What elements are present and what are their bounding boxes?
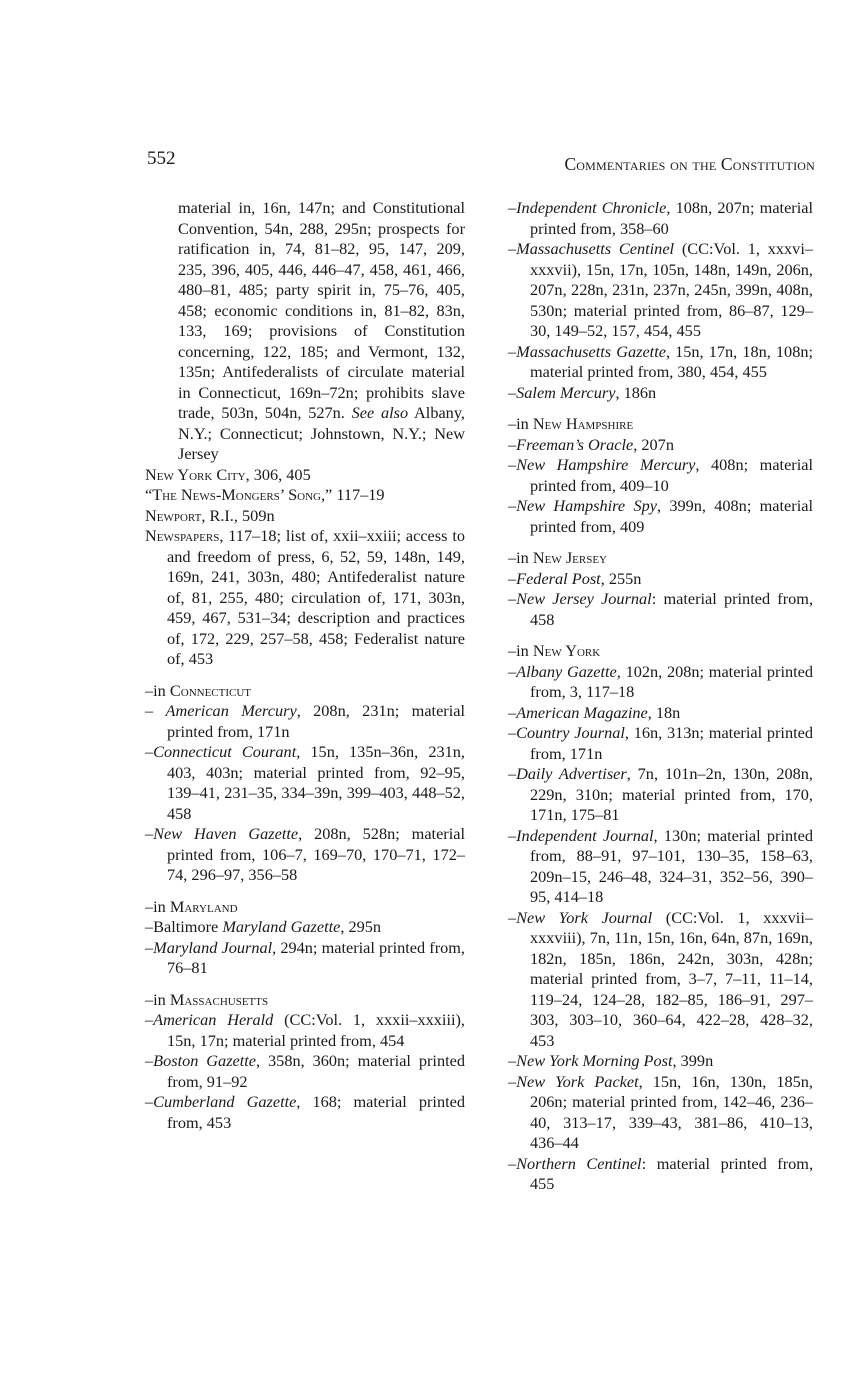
index-subentry: –New Hampshire Spy, 399n, 408n; material printed from, 409 — [508, 496, 813, 536]
index-subentry: –Independent Chronicle, 108n, 207n; material printed from, 358–60 — [508, 198, 813, 238]
section-gap — [145, 670, 465, 681]
index-subentry: –New Hampshire Mercury, 408n; material printed from, 409–10 — [508, 455, 813, 495]
section-gap — [145, 979, 465, 990]
index-subentry: –American Magazine, 18n — [508, 702, 681, 722]
index-subentry: –Massachusetts Centinel (CC:Vol. 1, xxxvi–xxxvii), 15n, 17n, 105n, 148n, 149n, 206n, 207n, 228n, 231n, 237n, 245n, 399n, 408n, 530n; material printed from, 86–87, 129–30, 149–52, 157, 454, 455 — [508, 239, 813, 340]
index-subentry: –in Massachusetts — [145, 989, 269, 1009]
index-subentry: – American Mercury, 208n, 231n; material printed from, 171n — [145, 701, 465, 741]
index-subentry: –Salem Mercury, 186n — [508, 382, 657, 402]
index-entry: “The News-Mongers’ Song,” 117–19 — [145, 485, 385, 504]
index-subentry: –in New Hampshire — [508, 414, 634, 433]
index-subentry: –New Haven Gazette, 208n, 528n; material printed from, 106–7, 169–70, 170–71, 172–74, 296–97, 356–58 — [145, 824, 465, 884]
index-subentry: –New Jersey Journal: material printed from, 458 — [508, 589, 814, 629]
index-entry-continuation: material in, 16n, 147n; and Constitutional Convention, 54n, 288, 295n; prospects for ratification in, 74, 81–82, 95, 147, 209, 235, 396, 405, 446, 446–47, 458, 461, 466, 480–81, 485; party spirit in, 75–76, 405, 458; economic conditions in, 81–82, 83n, 133, 169; provisions of Constitution concerning, 122, 185; and Vermont, 132, 135n; Antifederalists of circulate material in Connecticut, 169n–72n; prohibits slave trade, 503n, 504n, 527n. See also Albany, N.Y.; Connecticut; Johnstown, N.Y.; New Jersey — [178, 198, 465, 463]
section-gap — [508, 630, 813, 641]
index-subentry: –Connecticut Courant, 15n, 135n–36n, 231n, 403, 403n; material printed from, 92–95, 139–41, 231–35, 334–39n, 399–403, 448–52, 458 — [145, 742, 465, 823]
index-entry: New York City, 306, 405 — [145, 464, 311, 484]
index-subentry: –in New Jersey — [508, 548, 607, 567]
page-number: 552 — [147, 148, 176, 169]
index-subentry: –Maryland Journal, 294n; material printed from, 76–81 — [145, 937, 465, 977]
index-subentry: –Daily Advertiser, 7n, 101n–2n, 130n, 208n, 229n, 310n; material printed from, 170, 171n, 175–81 — [508, 764, 813, 824]
section-gap — [508, 537, 813, 548]
index-subentry: –Cumberland Gazette, 168; material printed from, 453 — [145, 1092, 465, 1132]
index-subentry: –in Maryland — [145, 896, 238, 916]
index-subentry: –New York Morning Post, 399n — [508, 1051, 714, 1070]
page-header — [0, 148, 867, 178]
index-subentry: –Country Journal, 16n, 313n; material printed from, 171n — [508, 723, 813, 763]
index-subentry: –Independent Journal, 130n; material printed from, 88–91, 97–101, 130–35, 158–63, 209n–15, 246–48, 324–31, 352–56, 390–95, 414–18 — [508, 825, 813, 906]
index-entry: Newspapers, 117–18; list of, xxii–xxiii; access to and freedom of press, 6, 52, 59, 148n, 149, 169n, 241, 303n, 480; Antifederalist nature of, 81, 255, 480; circulation of, 171, 303n, 459, 467, 531–34; description and practices of, 172, 229, 257–58, 458; Federalist nature of, 453 — [145, 526, 465, 668]
running-head: Commentaries on the Constitution — [564, 154, 815, 174]
index-column-left — [145, 198, 465, 1133]
index-subentry: –American Herald (CC:Vol. 1, xxxii–xxxiii), 15n, 17n; material printed from, 454 — [145, 1010, 465, 1050]
index-subentry: –Albany Gazette, 102n, 208n; material printed from, 3, 117–18 — [508, 661, 813, 701]
index-subentry: –in New York — [508, 641, 601, 660]
index-subentry: –Massachusetts Gazette, 15n, 17n, 18n, 108n; material printed from, 380, 454, 455 — [508, 341, 813, 381]
index-subentry: –New York Packet, 15n, 16n, 130n, 185n, 206n; material printed from, 142–46, 236–40, 313–17, 339–43, 381–86, 410–13, 436–44 — [508, 1071, 813, 1152]
index-column-right — [508, 198, 813, 1195]
index-subentry: –Freeman’s Oracle, 207n — [508, 434, 674, 454]
index-subentry: –Boston Gazette, 358n, 360n; material printed from, 91–92 — [145, 1051, 465, 1091]
index-subentry: –Baltimore Maryland Gazette, 295n — [145, 917, 382, 936]
index-subentry: –Federal Post, 255n — [508, 568, 642, 588]
index-subentry: –in Connecticut — [145, 680, 252, 700]
index-subentry: –New York Journal (CC:Vol. 1, xxxvii–xxxviii), 7n, 11n, 15n, 16n, 64n, 87n, 169n, 182n, 185n, 186n, 242n, 303n, 428n; material printed from, 3–7, 7–11, 11–14, 119–24, 124–28, 182–85, 186–91, 297–303, 303–10, 360–64, 422–28, 428–32, 453 — [508, 907, 813, 1050]
section-gap — [508, 403, 813, 414]
index-entry: Newport, R.I., 509n — [145, 505, 275, 525]
section-gap — [145, 886, 465, 897]
index-subentry: –Northern Centinel: material printed from, 455 — [508, 1153, 814, 1193]
